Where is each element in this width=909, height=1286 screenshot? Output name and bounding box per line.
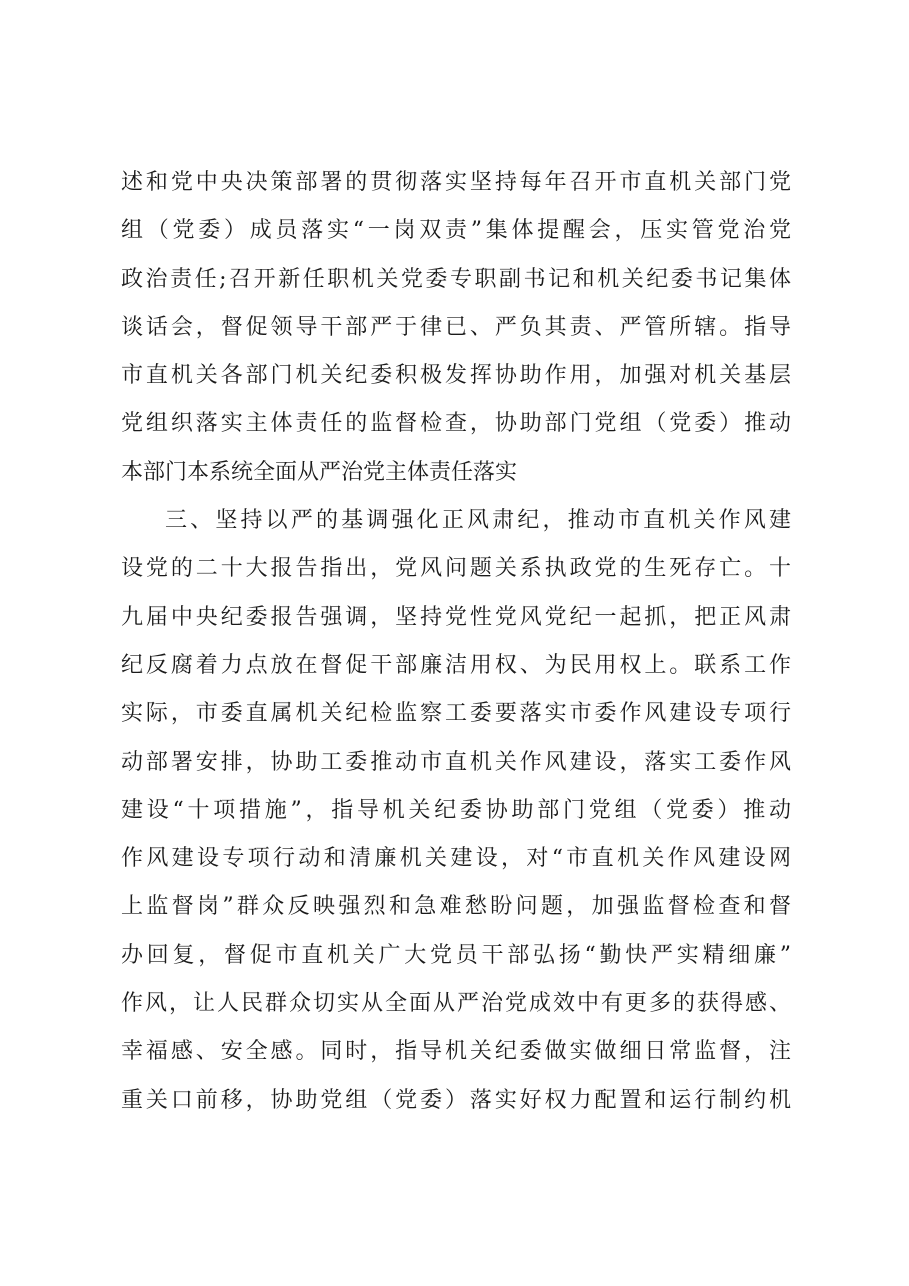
paragraph-2-line-13: 重关口前移，协助党组（党委）落实好权力配置和运行制约机: [121, 1087, 791, 1113]
paragraph-2-line-4: 纪反腐着力点放在督促干部廉洁用权、为民用权上。联系工作: [121, 652, 791, 678]
paragraph-2-line-2: 设党的二十大报告指出，党风问题关系执政党的生死存亡。十: [121, 556, 791, 582]
paragraph-1-line-5: 市直机关各部门机关纪委积极发挥协助作用，加强对机关基层: [121, 363, 791, 389]
paragraph-2-line-1: 三、坚持以严的基调强化正风肃纪，推动市直机关作风建: [165, 508, 791, 534]
paragraph-2-line-3: 九届中央纪委报告强调，坚持党性党风党纪一起抓，把正风肃: [121, 604, 791, 630]
paragraph-2-line-9: 上监督岗”群众反映强烈和急难愁盼问题，加强监督检查和督: [121, 894, 791, 920]
paragraph-2-line-6: 动部署安排，协助工委推动市直机关作风建设，落实工委作风: [121, 749, 791, 775]
paragraph-2-line-8: 作风建设专项行动和清廉机关建设，对“市直机关作风建设网: [121, 846, 791, 872]
paragraph-1-line-1: 述和党中央决策部署的贯彻落实坚持每年召开市直机关部门党: [121, 170, 791, 195]
paragraph-2-line-10: 办回复，督促市直机关广大党员干部弘扬“勤快严实精细廉”: [121, 942, 791, 968]
paragraph-1-line-7: 本部门本系统全面从严治党主体责任落实: [121, 459, 518, 485]
paragraph-2-line-5: 实际，市委直属机关纪检监察工委要落实市委作风建设专项行: [121, 701, 791, 727]
paragraph-1-line-6: 党组织落实主体责任的监督检查，协助部门党组（党委）推动: [121, 411, 791, 437]
paragraph-2-line-7: 建设“十项措施”，指导机关纪委协助部门党组（党委）推动: [121, 797, 791, 823]
paragraph-2-line-11: 作风，让人民群众切实从全面从严治党成效中有更多的获得感、: [121, 991, 791, 1017]
paragraph-2-line-12: 幸福感、安全感。同时，指导机关纪委做实做细日常监督，注: [121, 1039, 791, 1065]
paragraph-1-line-4: 谈话会，督促领导干部严于律已、严负其责、严管所辖。指导: [121, 314, 791, 340]
paragraph-1-line-3: 政治责任;召开新任职机关党委专职副书记和机关纪委书记集体: [121, 266, 791, 292]
paragraph-1-line-2: 组（党委）成员落实“一岗双责”集体提醒会，压实管党治党: [121, 218, 791, 244]
document-body: [121, 159, 791, 1125]
